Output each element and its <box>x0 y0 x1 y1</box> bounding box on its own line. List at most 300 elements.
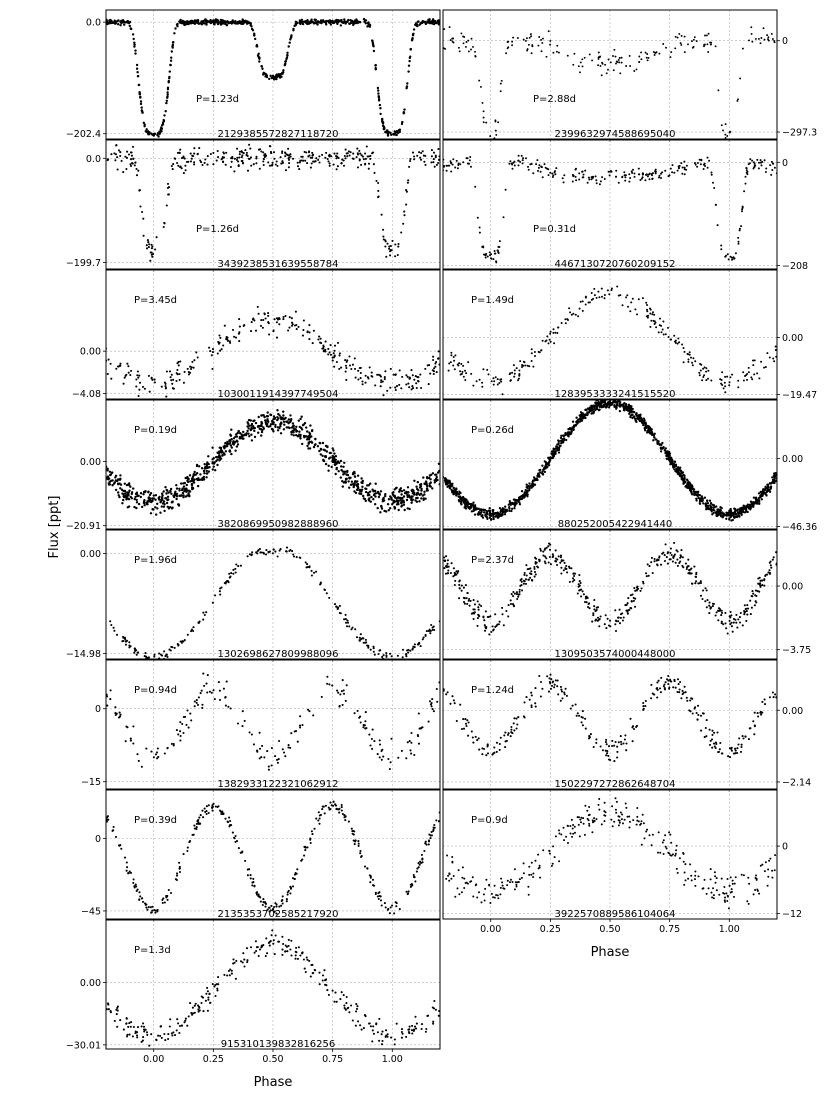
data-point <box>459 492 461 494</box>
data-point <box>638 298 640 300</box>
data-point <box>257 426 259 428</box>
data-point <box>582 176 584 178</box>
data-point <box>338 470 340 472</box>
data-point <box>230 453 232 455</box>
data-point <box>551 456 553 458</box>
data-point <box>563 174 565 176</box>
data-point <box>627 407 629 409</box>
data-point <box>513 364 515 366</box>
data-point <box>237 565 239 567</box>
data-point <box>277 555 279 557</box>
data-point <box>573 53 575 55</box>
data-point <box>364 487 366 489</box>
data-point <box>137 75 139 77</box>
data-point <box>112 22 114 24</box>
data-point <box>377 492 379 494</box>
data-point <box>142 493 144 495</box>
data-point <box>476 380 478 382</box>
data-point <box>652 439 654 441</box>
data-point <box>152 253 154 255</box>
data-point <box>219 459 221 461</box>
data-point <box>242 431 244 433</box>
data-point <box>258 416 260 418</box>
data-point <box>721 384 723 386</box>
data-point <box>296 430 298 432</box>
data-point <box>666 458 668 460</box>
data-point <box>310 167 312 169</box>
data-point <box>550 341 552 343</box>
data-point <box>124 377 126 379</box>
data-point <box>186 484 188 486</box>
data-point <box>197 356 199 358</box>
data-point <box>255 330 257 332</box>
data-point <box>204 158 206 160</box>
data-point <box>548 30 550 32</box>
data-point <box>149 391 151 393</box>
data-point <box>268 322 270 324</box>
data-point <box>770 567 772 569</box>
data-point <box>548 464 550 466</box>
data-point <box>204 466 206 468</box>
data-point <box>696 40 698 42</box>
data-point <box>401 376 403 378</box>
data-point <box>706 505 708 507</box>
data-point <box>132 33 134 35</box>
data-point <box>280 156 282 158</box>
data-point <box>179 149 181 151</box>
data-point <box>128 644 130 646</box>
data-point <box>343 618 345 620</box>
data-point <box>213 23 215 25</box>
data-point <box>254 38 256 40</box>
data-point <box>672 164 674 166</box>
data-point <box>366 145 368 147</box>
data-point <box>597 291 599 293</box>
data-point <box>372 45 374 47</box>
data-point <box>767 36 769 38</box>
data-point <box>511 164 513 166</box>
data-point <box>501 607 503 609</box>
data-point <box>753 373 755 375</box>
data-point <box>298 434 300 436</box>
data-point <box>359 158 361 160</box>
data-point <box>172 379 174 381</box>
data-point <box>247 555 249 557</box>
period-label: P=1.49d <box>471 295 515 306</box>
data-point <box>682 167 684 169</box>
y-tick-label: −20.91 <box>65 521 101 533</box>
data-point <box>674 341 676 343</box>
data-point <box>695 498 697 500</box>
data-point <box>322 21 324 23</box>
data-point <box>713 512 715 514</box>
data-point <box>422 494 424 496</box>
data-point <box>753 496 755 498</box>
data-point <box>204 463 206 465</box>
data-point <box>239 326 241 328</box>
period-label: P=0.26d <box>471 425 515 436</box>
data-point <box>655 326 657 328</box>
data-point <box>353 482 355 484</box>
data-point <box>464 370 466 372</box>
data-point <box>468 50 470 52</box>
data-point <box>393 501 395 503</box>
data-point <box>128 491 130 493</box>
data-point <box>338 157 340 159</box>
data-point <box>572 181 574 183</box>
data-point <box>131 151 133 153</box>
data-point <box>385 240 387 242</box>
data-point <box>724 391 726 393</box>
data-point <box>389 387 391 389</box>
data-point <box>695 164 697 166</box>
data-point <box>193 163 195 165</box>
data-point <box>303 423 305 425</box>
data-point <box>482 246 484 248</box>
data-point <box>403 489 405 491</box>
data-point <box>244 20 246 22</box>
data-point <box>128 372 130 374</box>
data-point <box>364 642 366 644</box>
data-point <box>577 315 579 317</box>
data-point <box>377 182 379 184</box>
data-point <box>598 52 600 54</box>
data-point <box>495 134 497 136</box>
data-point <box>433 370 435 372</box>
data-point <box>514 373 516 375</box>
data-point <box>151 497 153 499</box>
data-point <box>170 649 172 651</box>
data-point <box>261 429 263 431</box>
data-point <box>136 374 138 376</box>
data-point <box>679 469 681 471</box>
y-tick-label: 0.0 <box>85 153 101 165</box>
data-point <box>229 440 231 442</box>
data-point <box>407 491 409 493</box>
data-point <box>549 40 551 42</box>
data-point <box>346 361 348 363</box>
data-point <box>705 508 707 510</box>
data-point <box>286 547 288 549</box>
data-point <box>680 162 682 164</box>
data-point <box>192 630 194 632</box>
y-tick-label: 0.00 <box>782 332 804 344</box>
data-point <box>313 446 315 448</box>
data-point <box>692 490 694 492</box>
data-point <box>391 240 393 242</box>
data-point <box>689 354 691 356</box>
data-point <box>309 21 311 23</box>
data-point <box>123 495 125 497</box>
data-point <box>289 42 291 44</box>
data-point <box>335 19 337 21</box>
data-point <box>227 340 229 342</box>
data-point <box>139 189 141 191</box>
data-point <box>474 513 476 515</box>
data-point <box>537 170 539 172</box>
data-point <box>528 486 530 488</box>
data-point <box>206 21 208 23</box>
data-point <box>360 372 362 374</box>
data-point <box>312 342 314 344</box>
data-point <box>183 172 185 174</box>
data-point <box>415 375 417 377</box>
data-point <box>704 366 706 368</box>
data-point <box>638 61 640 63</box>
data-point <box>712 603 714 605</box>
data-point <box>692 47 694 49</box>
data-point <box>749 508 751 510</box>
data-point <box>151 256 153 258</box>
data-point <box>673 335 675 337</box>
data-point <box>467 163 469 165</box>
data-point <box>459 163 461 165</box>
data-point <box>482 102 484 104</box>
data-point <box>360 477 362 479</box>
data-point <box>742 624 744 626</box>
data-point <box>647 59 649 61</box>
data-point <box>262 327 264 329</box>
data-point <box>163 650 165 652</box>
data-point <box>192 487 194 489</box>
data-point <box>652 178 654 180</box>
data-point <box>224 446 226 448</box>
data-point <box>177 165 179 167</box>
data-point <box>206 463 208 465</box>
data-point <box>621 62 623 64</box>
data-point <box>514 165 516 167</box>
data-point <box>469 506 471 508</box>
data-point <box>687 482 689 484</box>
data-point <box>210 153 212 155</box>
data-point <box>593 605 595 607</box>
data-point <box>716 515 718 517</box>
data-point <box>183 382 185 384</box>
data-point <box>629 177 631 179</box>
data-point <box>325 341 327 343</box>
data-point <box>499 514 501 516</box>
data-point <box>471 504 473 506</box>
data-point <box>222 22 224 24</box>
data-point <box>447 563 449 565</box>
data-point <box>411 39 413 41</box>
data-point <box>475 56 477 58</box>
data-point <box>662 321 664 323</box>
data-point <box>354 357 356 359</box>
data-point <box>170 493 172 495</box>
data-point <box>222 451 224 453</box>
data-point <box>744 375 746 377</box>
data-point <box>334 603 336 605</box>
data-point <box>741 514 743 516</box>
y-tick-label: 0 <box>782 36 789 48</box>
data-point <box>282 318 284 320</box>
data-point <box>677 468 679 470</box>
data-point <box>406 494 408 496</box>
data-point <box>119 474 121 476</box>
data-point <box>238 156 240 158</box>
data-point <box>365 375 367 377</box>
data-point <box>239 153 241 155</box>
data-point <box>553 328 555 330</box>
data-point <box>567 435 569 437</box>
data-point <box>710 42 712 44</box>
data-point <box>258 60 260 62</box>
data-point <box>519 161 521 163</box>
data-point <box>356 480 358 482</box>
data-point <box>228 21 230 23</box>
data-point <box>365 158 367 160</box>
data-point <box>191 158 193 160</box>
data-point <box>127 494 129 496</box>
data-point <box>647 315 649 317</box>
data-point <box>412 387 414 389</box>
data-point <box>504 509 506 511</box>
data-point <box>183 490 185 492</box>
y-tick-label: 0.00 <box>79 346 101 358</box>
data-point <box>671 554 673 556</box>
data-point <box>128 153 130 155</box>
data-point <box>147 239 149 241</box>
data-point <box>591 59 593 61</box>
data-point <box>158 652 160 654</box>
data-point <box>253 319 255 321</box>
data-point <box>638 56 640 58</box>
data-point <box>509 160 511 162</box>
data-point <box>694 36 696 38</box>
data-point <box>639 590 641 592</box>
data-point <box>473 618 475 620</box>
data-point <box>537 475 539 477</box>
data-point <box>403 112 405 114</box>
data-point <box>495 261 497 263</box>
data-point <box>354 628 356 630</box>
data-point <box>108 359 110 361</box>
data-point <box>454 580 456 582</box>
data-point <box>330 452 332 454</box>
data-point <box>683 161 685 163</box>
data-point <box>470 373 472 375</box>
data-point <box>724 134 726 136</box>
data-point <box>269 414 271 416</box>
data-point <box>426 489 428 491</box>
data-point <box>418 24 420 26</box>
data-point <box>138 375 140 377</box>
data-point <box>653 435 655 437</box>
data-point <box>448 370 450 372</box>
data-point <box>752 364 754 366</box>
data-point <box>531 52 533 54</box>
data-point <box>534 576 536 578</box>
data-point <box>226 337 228 339</box>
data-point <box>136 71 138 73</box>
data-point <box>519 589 521 591</box>
data-point <box>711 510 713 512</box>
data-point <box>317 445 319 447</box>
data-point <box>407 376 409 378</box>
data-point <box>489 507 491 509</box>
data-point <box>250 156 252 158</box>
data-point <box>760 37 762 39</box>
data-point <box>472 385 474 387</box>
data-point <box>568 566 570 568</box>
data-point <box>237 443 239 445</box>
data-point <box>634 419 636 421</box>
data-point <box>205 476 207 478</box>
data-point <box>171 507 173 509</box>
data-point <box>289 316 291 318</box>
data-point <box>388 498 390 500</box>
data-point <box>465 372 467 374</box>
data-point <box>410 369 412 371</box>
data-point <box>728 517 730 519</box>
data-point <box>642 297 644 299</box>
data-point <box>306 162 308 164</box>
data-point <box>423 497 425 499</box>
data-point <box>333 164 335 166</box>
data-point <box>484 624 486 626</box>
data-point <box>135 385 137 387</box>
data-point <box>166 91 168 93</box>
data-point <box>698 372 700 374</box>
data-point <box>360 633 362 635</box>
data-point <box>230 572 232 574</box>
data-point <box>143 502 145 504</box>
data-point <box>174 494 176 496</box>
data-point <box>761 161 763 163</box>
data-point <box>394 243 396 245</box>
data-point <box>678 472 680 474</box>
data-point <box>497 121 499 123</box>
data-point <box>492 513 494 515</box>
data-point <box>140 492 142 494</box>
data-point <box>484 630 486 632</box>
data-point <box>166 100 168 102</box>
data-point <box>292 422 294 424</box>
data-point <box>526 50 528 52</box>
data-point <box>133 652 135 654</box>
data-point <box>248 144 250 146</box>
data-point <box>340 162 342 164</box>
data-point <box>213 466 215 468</box>
data-point <box>167 88 169 90</box>
data-point <box>396 385 398 387</box>
data-point <box>556 443 558 445</box>
data-point <box>434 166 436 168</box>
data-point <box>234 568 236 570</box>
data-point <box>485 257 487 259</box>
data-point <box>519 503 521 505</box>
data-point <box>350 151 352 153</box>
data-point <box>334 461 336 463</box>
data-point <box>733 516 735 518</box>
data-point <box>686 568 688 570</box>
data-point <box>709 504 711 506</box>
data-point <box>462 35 464 37</box>
data-point <box>238 333 240 335</box>
data-point <box>197 485 199 487</box>
data-point <box>342 473 344 475</box>
data-point <box>282 414 284 416</box>
data-point <box>185 477 187 479</box>
data-point <box>709 500 711 502</box>
data-point <box>728 258 730 260</box>
data-point <box>288 45 290 47</box>
data-point <box>260 414 262 416</box>
data-point <box>509 502 511 504</box>
data-point <box>582 310 584 312</box>
data-point <box>772 358 774 360</box>
